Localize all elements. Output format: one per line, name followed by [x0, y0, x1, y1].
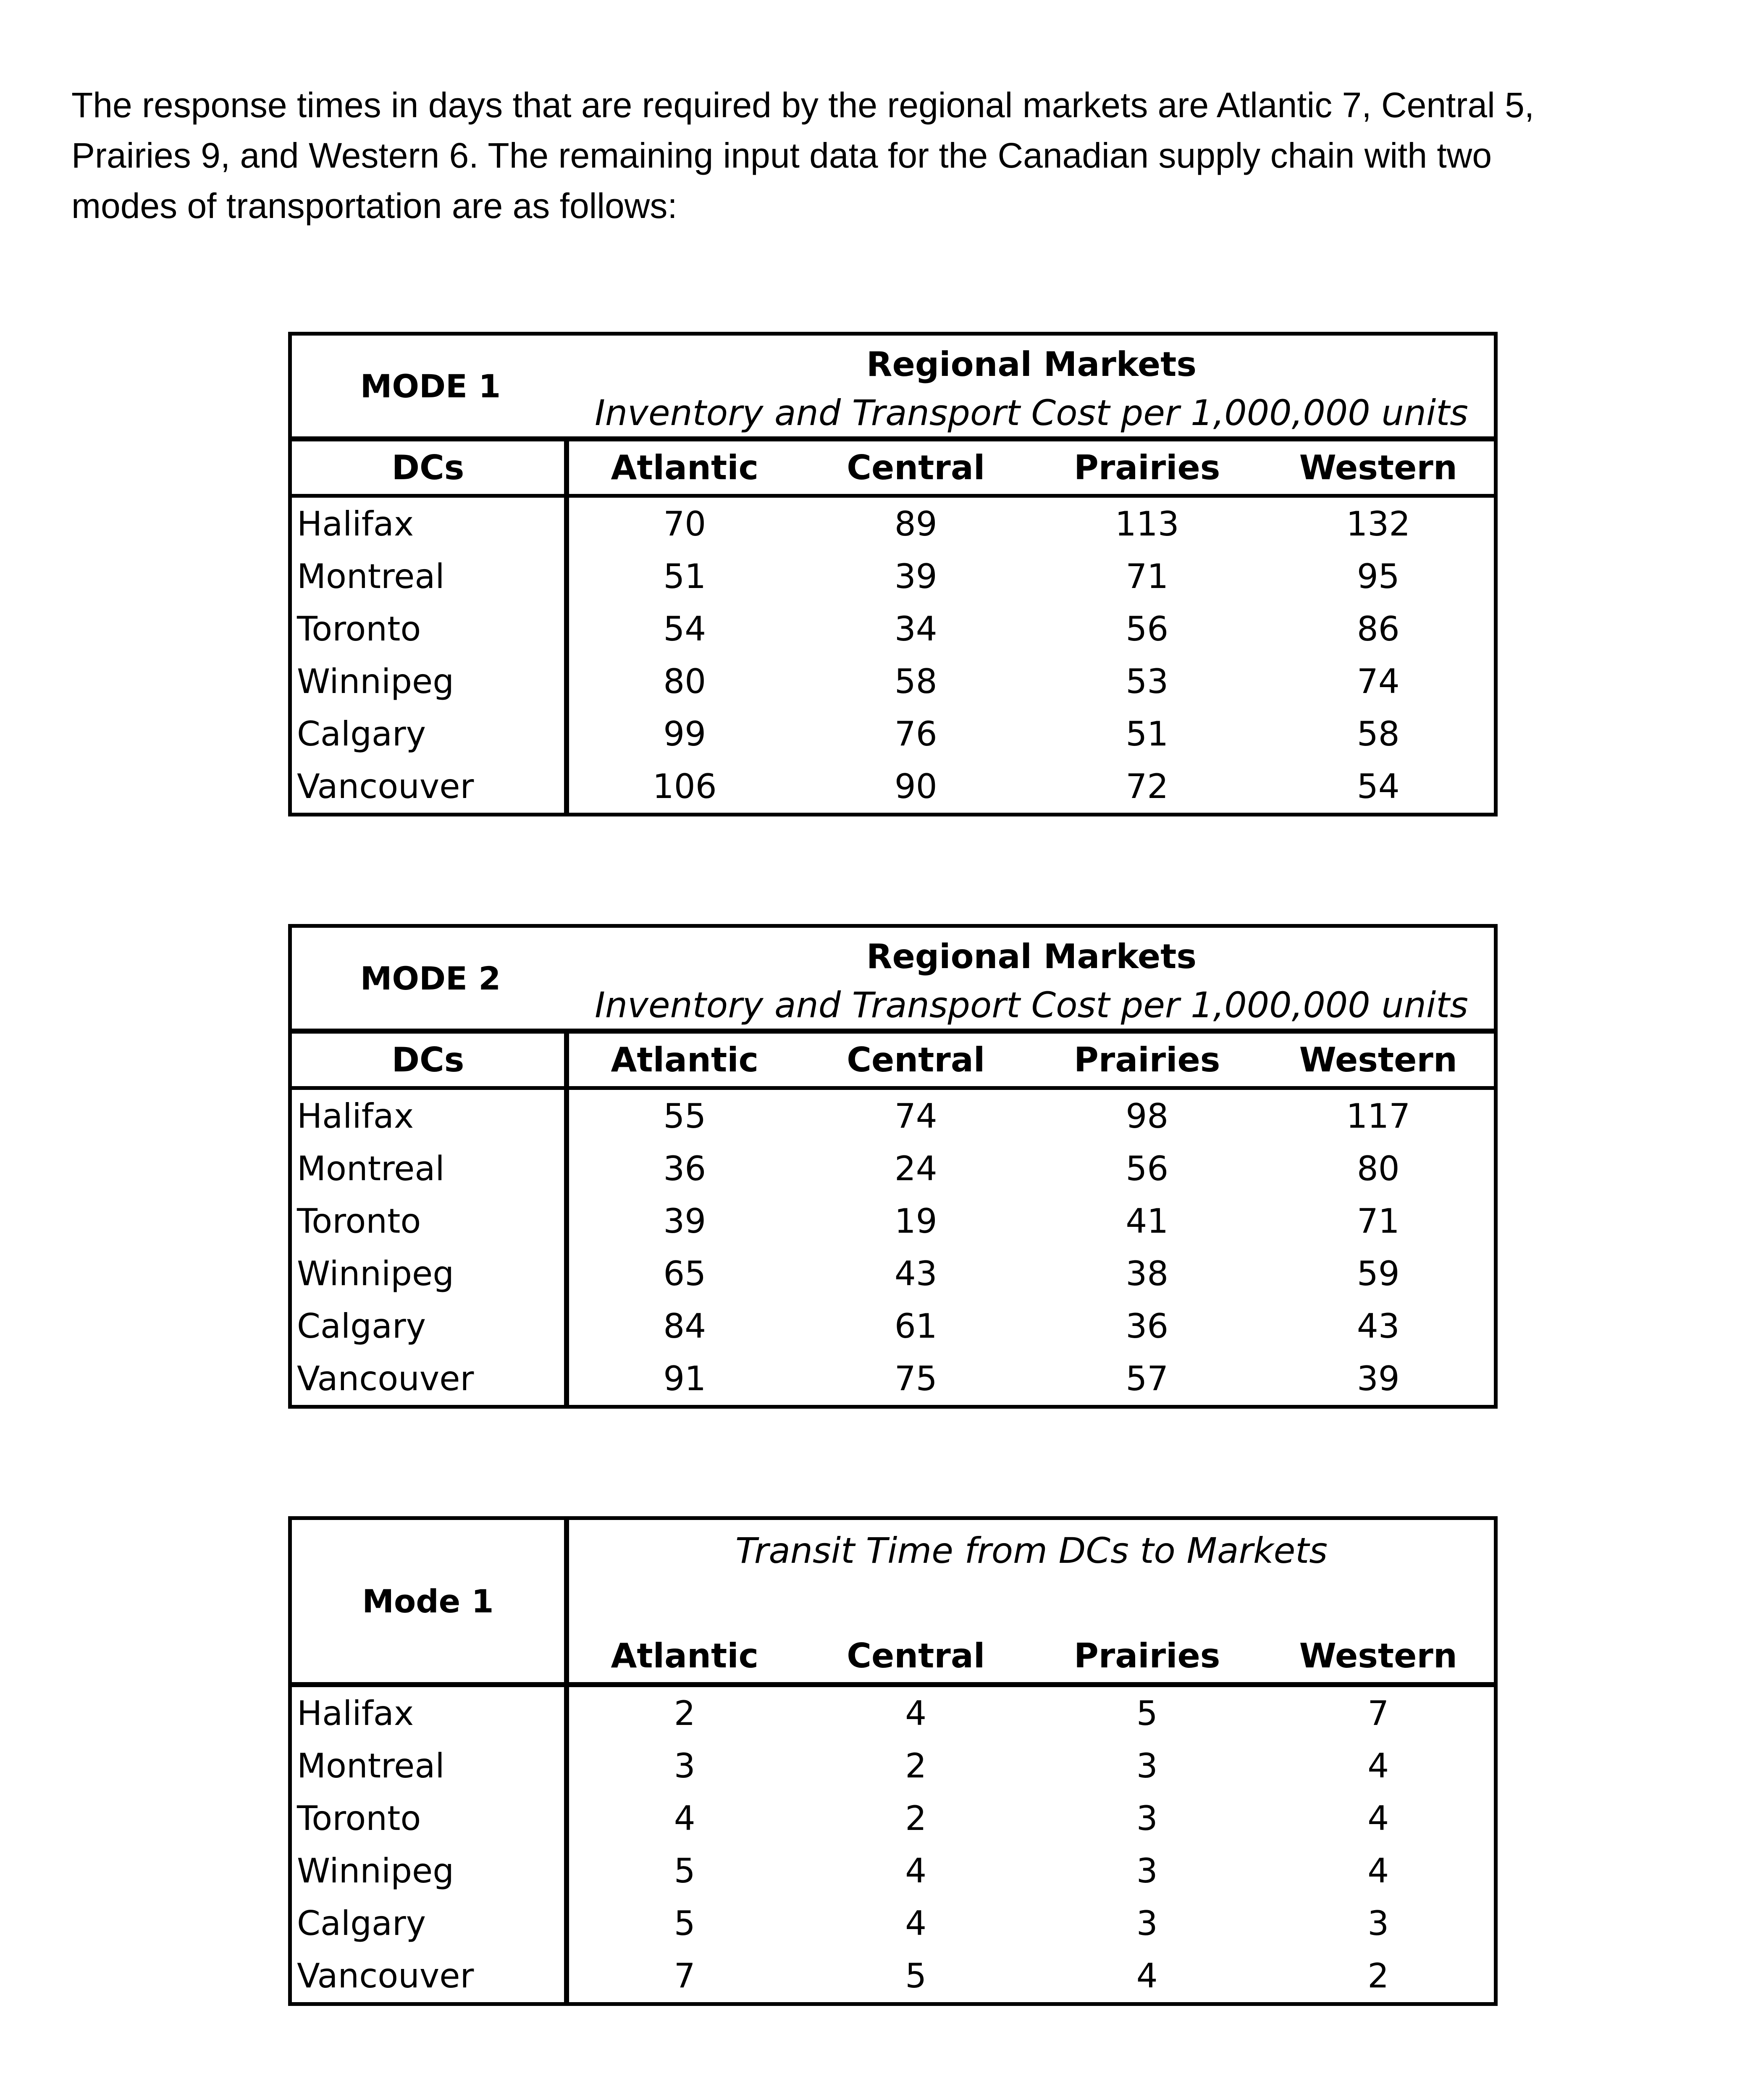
value-cell: 71: [1357, 1202, 1400, 1241]
value-cell: 4: [1367, 1799, 1389, 1838]
mode1-col-prairies: Prairies: [1074, 448, 1220, 487]
value-cell: 86: [1357, 609, 1400, 648]
value-cell: 4: [905, 1904, 927, 1943]
value-cell: 76: [894, 714, 937, 753]
mode1-dcs-header: DCs: [292, 441, 569, 494]
mode2-col-atlantic: Atlantic: [611, 1040, 759, 1079]
value-cell: 3: [674, 1746, 695, 1785]
value-cell: 80: [1357, 1149, 1400, 1188]
mode2-col-central: Central: [847, 1040, 985, 1079]
table-row: [292, 1352, 1494, 1405]
mode2-regional-markets-title: Regional Markets: [866, 937, 1197, 976]
dc-name-cell: Winnipeg: [292, 655, 569, 708]
transit-column-header-row: [569, 1630, 1494, 1682]
value-cell: 2: [674, 1694, 695, 1733]
value-cell: 4: [905, 1694, 927, 1733]
value-cell: 4: [905, 1851, 927, 1890]
value-cell: 3: [1136, 1799, 1158, 1838]
value-cell: 43: [894, 1254, 937, 1293]
value-cell: 57: [1126, 1359, 1169, 1398]
value-cell: 4: [1136, 1956, 1158, 1995]
value-cell: 3: [1136, 1851, 1158, 1890]
mode1-regional-markets-title: Regional Markets: [866, 345, 1197, 384]
value-cell: 90: [894, 767, 937, 806]
dc-name-cell: Calgary: [292, 1897, 569, 1950]
table-row: [292, 1792, 1494, 1845]
mode2-dcs-header: DCs: [292, 1034, 569, 1086]
intro-line-1: The response times in days that are required by the regional markets are Atlantic 7, Central 5,: [71, 85, 1535, 125]
dc-name-cell: Calgary: [292, 708, 569, 760]
mode2-table-header: [292, 928, 1494, 1034]
table-row: [292, 1195, 1494, 1247]
table-row: [292, 1740, 1494, 1792]
dc-name-cell: Vancouver: [292, 1950, 569, 2002]
value-cell: 39: [663, 1202, 706, 1241]
table-row: [292, 1687, 1494, 1740]
table-row: [292, 1897, 1494, 1950]
value-cell: 99: [663, 714, 706, 753]
table-row: [292, 760, 1494, 813]
value-cell: 39: [894, 557, 937, 596]
table-row: [292, 1300, 1494, 1352]
mode2-col-prairies: Prairies: [1074, 1040, 1220, 1079]
table-row: [292, 550, 1494, 603]
mode1-col-western: Western: [1299, 448, 1457, 487]
mode1-column-header-row: [292, 441, 1494, 498]
value-cell: 84: [663, 1307, 706, 1346]
value-cell: 36: [663, 1149, 706, 1188]
value-cell: 91: [663, 1359, 706, 1398]
value-cell: 2: [905, 1746, 927, 1785]
value-cell: 19: [894, 1202, 937, 1241]
mode2-col-western: Western: [1299, 1040, 1457, 1079]
value-cell: 80: [663, 662, 706, 701]
transit-time-table: [288, 1516, 1498, 2006]
intro-text: [71, 80, 1709, 231]
value-cell: 74: [894, 1097, 937, 1136]
value-cell: 34: [894, 609, 937, 648]
mode2-label: MODE 2: [360, 959, 501, 997]
value-cell: 70: [663, 504, 706, 543]
mode2-subtitle: Inventory and Transport Cost per 1,000,000 units: [595, 984, 1468, 1026]
dc-name-cell: Toronto: [292, 1792, 569, 1845]
mode2-table-body: [292, 1090, 1494, 1405]
intro-line-3: modes of transportation are as follows:: [71, 186, 677, 226]
mode2-cost-table: [288, 924, 1498, 1409]
value-cell: 72: [1126, 767, 1169, 806]
dc-name-cell: Montreal: [292, 550, 569, 603]
value-cell: 117: [1346, 1097, 1411, 1136]
value-cell: 59: [1357, 1254, 1400, 1293]
mode1-col-central: Central: [847, 448, 985, 487]
value-cell: 5: [905, 1956, 927, 1995]
value-cell: 4: [1367, 1851, 1389, 1890]
dc-name-cell: Montreal: [292, 1740, 569, 1792]
value-cell: 3: [1136, 1746, 1158, 1785]
mode1-header-titles: [569, 336, 1494, 436]
value-cell: 98: [1126, 1097, 1169, 1136]
value-cell: 89: [894, 504, 937, 543]
table-row: [292, 655, 1494, 708]
value-cell: 5: [674, 1904, 695, 1943]
transit-table-body: [292, 1687, 1494, 2002]
value-cell: 71: [1126, 557, 1169, 596]
dc-name-cell: Vancouver: [292, 760, 569, 813]
table-row: [292, 1950, 1494, 2002]
value-cell: 38: [1126, 1254, 1169, 1293]
transit-title: Transit Time from DCs to Markets: [735, 1530, 1328, 1571]
dc-name-cell: Winnipeg: [292, 1247, 569, 1300]
value-cell: 55: [663, 1097, 706, 1136]
value-cell: 5: [674, 1851, 695, 1890]
value-cell: 95: [1357, 557, 1400, 596]
table-row: [292, 1247, 1494, 1300]
transit-col-atlantic: Atlantic: [611, 1636, 759, 1675]
value-cell: 75: [894, 1359, 937, 1398]
value-cell: 2: [1367, 1956, 1389, 1995]
transit-col-prairies: Prairies: [1074, 1636, 1220, 1675]
mode1-table-body: [292, 498, 1494, 813]
dc-name-cell: Halifax: [292, 1687, 569, 1740]
mode1-col-atlantic: Atlantic: [611, 448, 759, 487]
mode1-label: MODE 1: [360, 367, 501, 405]
value-cell: 4: [674, 1799, 695, 1838]
dc-name-cell: Calgary: [292, 1300, 569, 1352]
intro-line-2: Prairies 9, and Western 6. The remaining input data for the Canadian supply chain with two: [71, 136, 1492, 175]
table-row: [292, 1142, 1494, 1195]
dc-name-cell: Winnipeg: [292, 1845, 569, 1897]
value-cell: 4: [1367, 1746, 1389, 1785]
value-cell: 51: [1126, 714, 1169, 753]
mode2-column-header-row: [292, 1034, 1494, 1090]
dc-name-cell: Halifax: [292, 498, 569, 550]
value-cell: 43: [1357, 1307, 1400, 1346]
value-cell: 106: [652, 767, 717, 806]
transit-col-central: Central: [847, 1636, 985, 1675]
mode1-table-header: [292, 336, 1494, 441]
value-cell: 132: [1346, 504, 1411, 543]
value-cell: 54: [1357, 767, 1400, 806]
value-cell: 7: [1367, 1694, 1389, 1733]
value-cell: 54: [663, 609, 706, 648]
value-cell: 56: [1126, 609, 1169, 648]
dc-name-cell: Halifax: [292, 1090, 569, 1142]
value-cell: 5: [1136, 1694, 1158, 1733]
value-cell: 7: [674, 1956, 695, 1995]
value-cell: 53: [1126, 662, 1169, 701]
transit-header-divider: [292, 1682, 1494, 1687]
table-row: [292, 498, 1494, 550]
value-cell: 3: [1136, 1904, 1158, 1943]
table-row: [292, 1090, 1494, 1142]
value-cell: 58: [894, 662, 937, 701]
value-cell: 56: [1126, 1149, 1169, 1188]
table-row: [292, 1845, 1494, 1897]
dc-name-cell: Toronto: [292, 1195, 569, 1247]
value-cell: 74: [1357, 662, 1400, 701]
value-cell: 65: [663, 1254, 706, 1293]
table-row: [292, 603, 1494, 655]
value-cell: 36: [1126, 1307, 1169, 1346]
mode1-subtitle: Inventory and Transport Cost per 1,000,000 units: [595, 392, 1468, 433]
transit-table-header: [292, 1520, 1494, 1682]
value-cell: 41: [1126, 1202, 1169, 1241]
value-cell: 24: [894, 1149, 937, 1188]
dc-name-cell: Toronto: [292, 603, 569, 655]
table-row: [292, 708, 1494, 760]
mode1-cost-table: [288, 332, 1498, 816]
value-cell: 3: [1367, 1904, 1389, 1943]
transit-col-western: Western: [1299, 1636, 1457, 1675]
value-cell: 113: [1115, 504, 1179, 543]
mode2-header-titles: [569, 928, 1494, 1029]
value-cell: 39: [1357, 1359, 1400, 1398]
value-cell: 2: [905, 1799, 927, 1838]
value-cell: 51: [663, 557, 706, 596]
transit-mode-label: Mode 1: [292, 1520, 569, 1682]
value-cell: 61: [894, 1307, 937, 1346]
value-cell: 58: [1357, 714, 1400, 753]
dc-name-cell: Vancouver: [292, 1352, 569, 1405]
dc-name-cell: Montreal: [292, 1142, 569, 1195]
